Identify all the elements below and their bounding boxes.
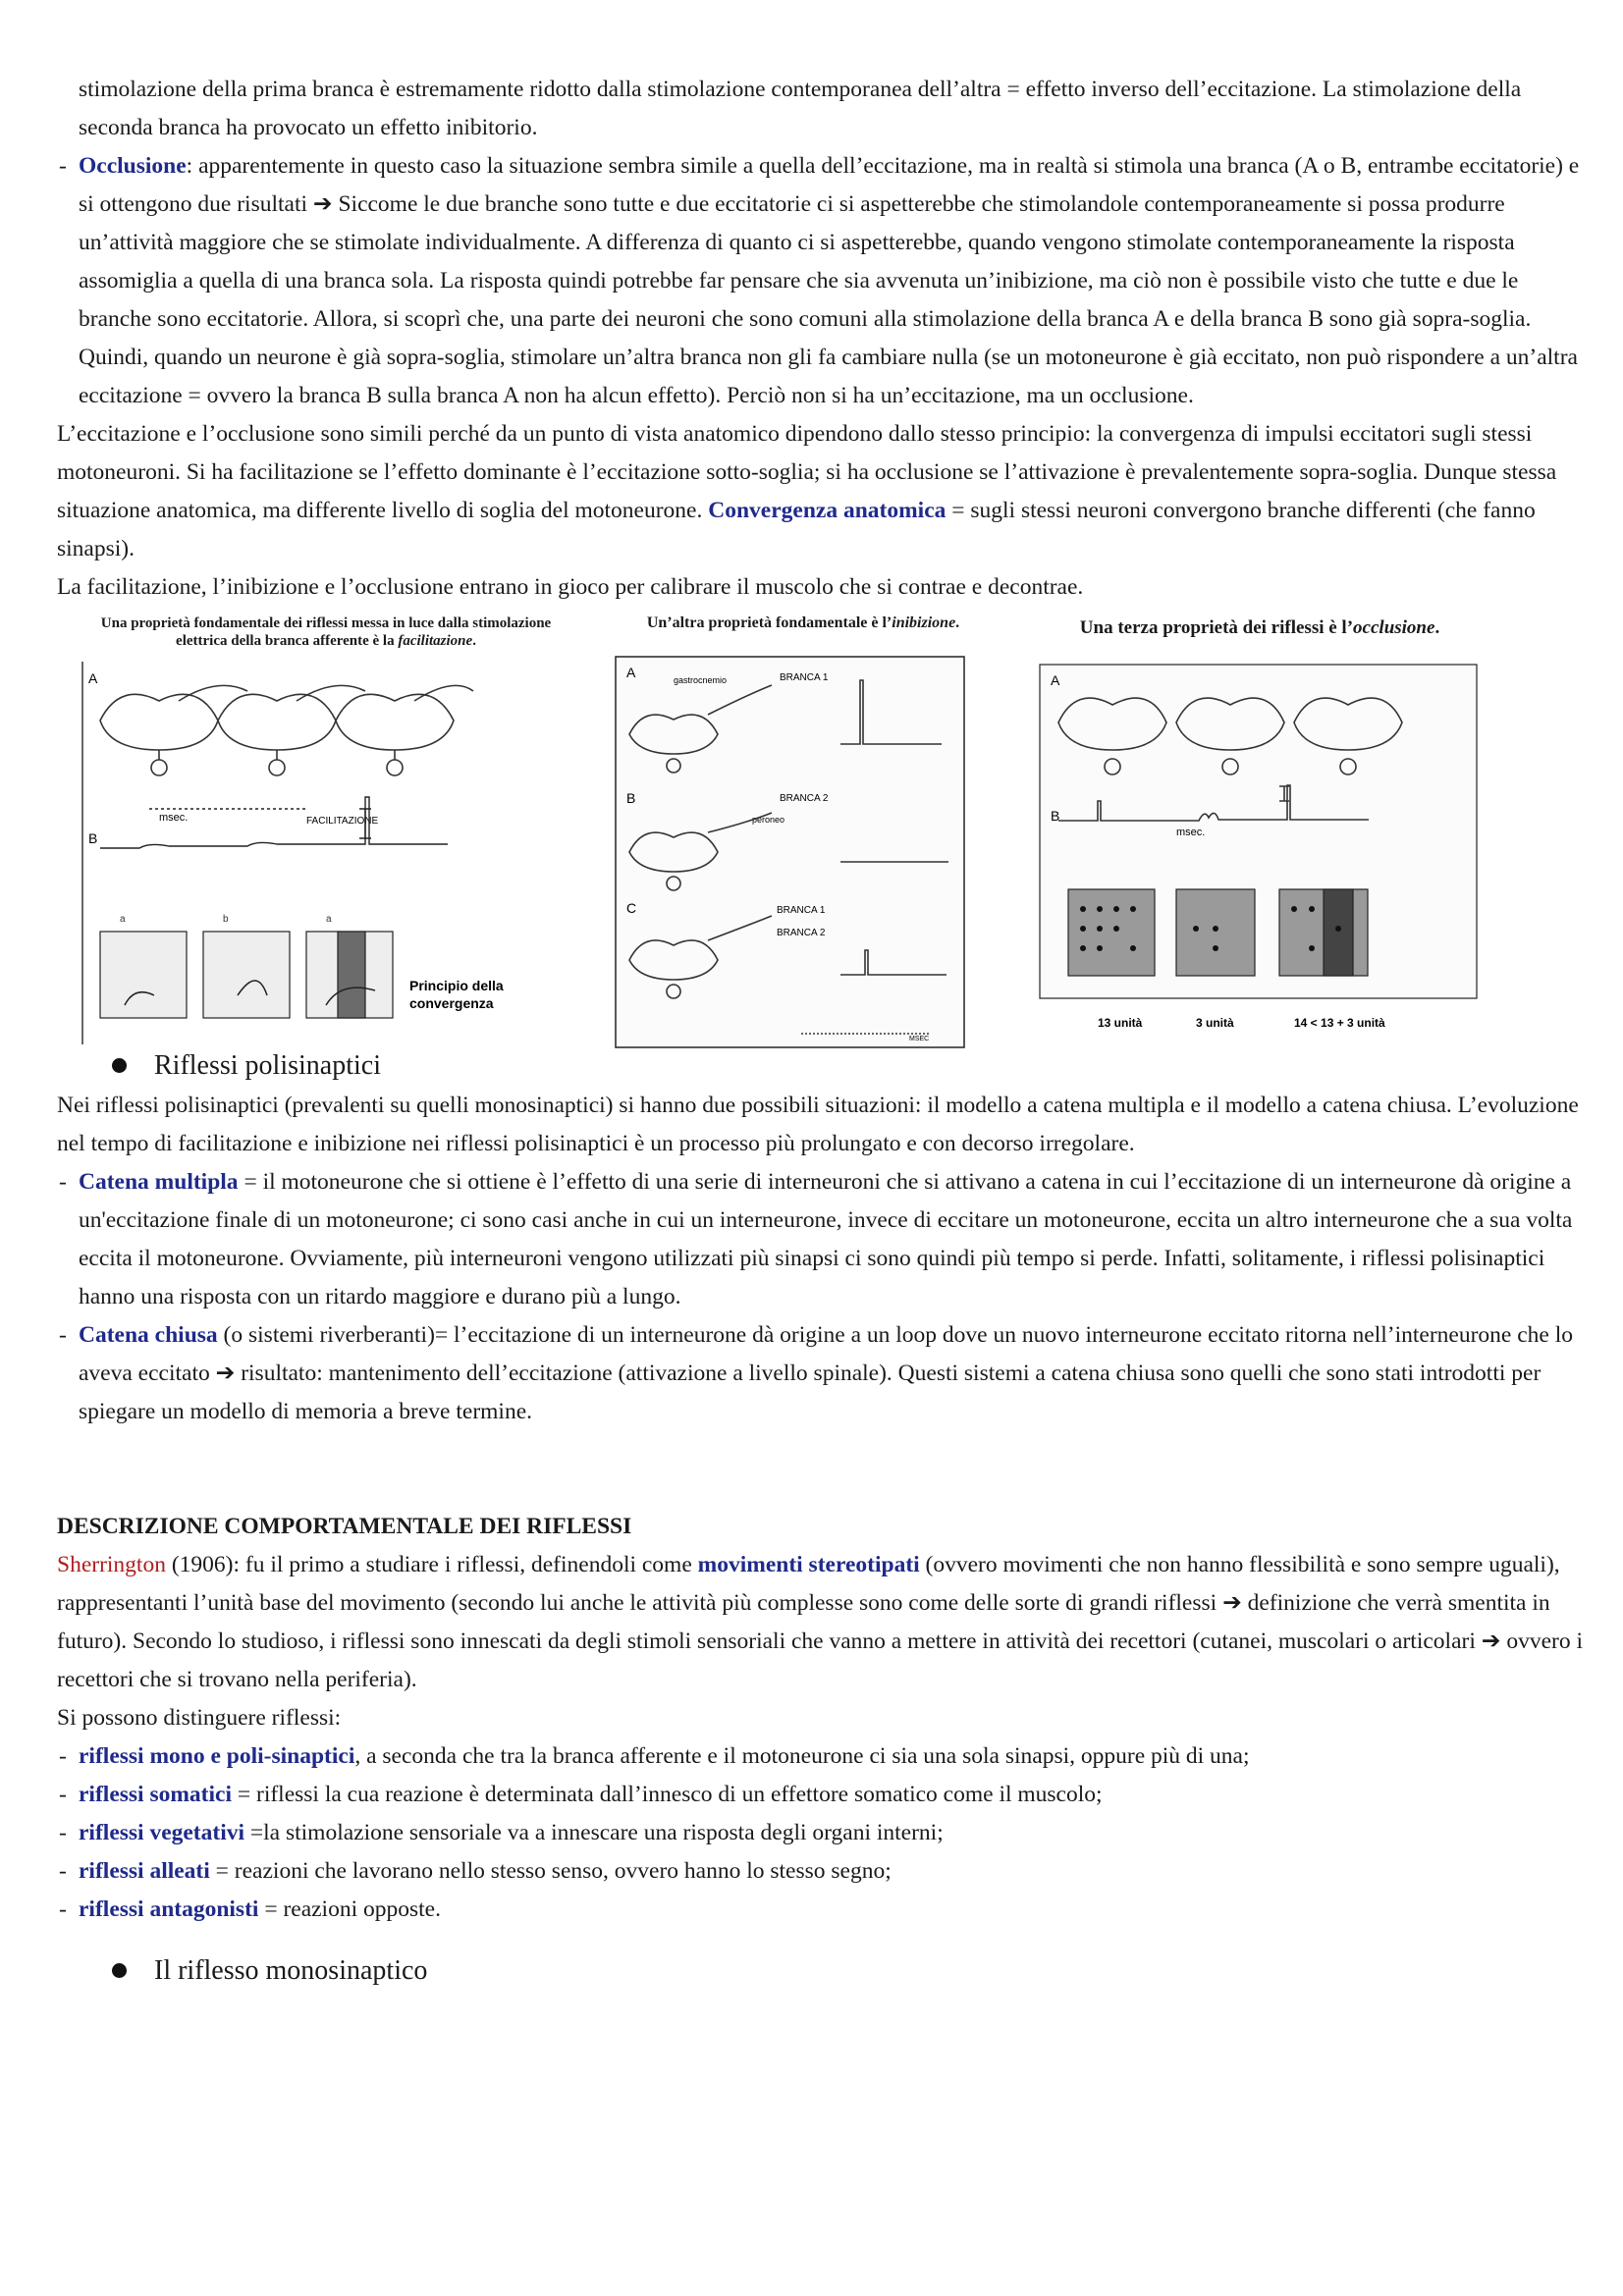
calibration-paragraph: La facilitazione, l’inibizione e l’occlusione entrano in gioco per calibrare il muscolo che si contrae e decontrae. (57, 574, 1084, 600)
figures-row (57, 614, 1589, 1051)
svg-text:BRANCA 2: BRANCA 2 (780, 793, 829, 804)
svg-text:a: a (120, 914, 126, 925)
monosinaptico-heading: Il riflesso monosinaptico (112, 1949, 1589, 1992)
svg-text:a: a (326, 914, 332, 925)
svg-text:BRANCA 2: BRANCA 2 (777, 928, 826, 938)
facilitazione-label: FACILITAZIONE (306, 816, 379, 827)
catena-multipla-item: - Catena multipla = il motoneurone che si ottiene è l’effetto di una serie di interneuroni che si attivano a catena in cui l’eccitazione di un interneurone dà origine a un'eccitazione finale di un motoneurone; ci sono casi anche in cui un interneurone, invece di eccitare un motoneurone, eccita un altro interneurone che a sua volta eccita il motoneurone. Ovviamente, più interneuroni vengono utilizzati più sinapsi ci sono quindi più tempo si perde. Infatti, solitamente, i riflessi polisinaptici hanno una risposta con un ritardo maggiore e durano più a lungo. (59, 1169, 1573, 1309)
list-item: - riflessi mono e poli-sinaptici, a seconda che tra la branca afferente e il motoneurone ci sia una sola sinapsi, oppure più di una; (59, 1743, 1250, 1769)
svg-text:BRANCA 1: BRANCA 1 (777, 905, 826, 916)
svg-text:B: B (626, 790, 636, 806)
label-b: B (88, 830, 98, 846)
svg-text:BRANCA 1: BRANCA 1 (780, 672, 829, 683)
list-item: - riflessi alleati = reazioni che lavorano nello stesso senso, ovvero hanno lo stesso segno; (59, 1858, 892, 1884)
polisinaptici-heading: Riflessi polisinaptici (112, 1043, 1589, 1087)
label-a: A (88, 670, 98, 686)
side-label-2: convergenza (409, 995, 494, 1011)
figure-caption: Un’altra proprietà fondamentale è l’inibizione. (646, 614, 960, 631)
svg-text:msec.: msec. (1176, 827, 1206, 838)
convergence-paragraph: L’eccitazione e l’occlusione sono simili perché da un punto di vista anatomico dipendono dallo stesso principio: la convergenza di impulsi eccitatori sugli stessi motoneuroni. Si ha facilitazione se l’effetto dominante è l’eccitazione sotto-soglia; si ha occlusione se l’attivazione è prevalentemente sopra-soglia. Dunque stessa situazione anatomica, ma differente livello di soglia del motoneurone. Convergenza anatomica = sugli stessi neuroni convergono branche differenti (che fanno sinapsi). (57, 421, 1557, 561)
section-title: DESCRIZIONE COMPORTAMENTALE DEI RIFLESSI (57, 1514, 632, 1539)
svg-text:A: A (1051, 672, 1060, 688)
facilitazione-diagram (81, 662, 591, 1044)
arrow-icon: ➔ (1481, 1629, 1501, 1654)
svg-text:3 unità: 3 unità (1196, 1016, 1234, 1030)
svg-text:gastrocnemio: gastrocnemio (674, 675, 728, 685)
msec-label: msec. (159, 812, 189, 824)
arrow-icon: ➔ (312, 191, 333, 217)
catena-chiusa-item: - Catena chiusa (o sistemi riverberanti)= l’eccitazione di un interneurone dà origine a un loop dove un nuovo interneurone eccitato ritorna nell’interneurone che lo aveva eccitato ➔ risultato: mantenimento dell’eccitazione (attivazione a livello spinale). Questi sistemi a catena chiusa sono quelli che sono stati introdotti per spiegare un modello di memoria a breve termine. (59, 1322, 1573, 1424)
reflex-types-list (57, 1737, 1589, 1929)
continuation-paragraph: stimolazione della prima branca è estremamente ridotto dalla stimolazione contemporanea dell’altra = effetto inverso dell’eccitazione. La stimolazione della seconda branca ha provocato un effetto inibitorio. (79, 77, 1522, 140)
bullet-icon (112, 1058, 127, 1073)
inibizione-diagram (615, 656, 968, 1050)
svg-text:peroneo: peroneo (752, 815, 785, 825)
occlusione-term: Occlusione (79, 153, 187, 179)
list-item: - riflessi vegetativi =la stimolazione sensoriale va a innescare una risposta degli organi interni; (59, 1820, 944, 1845)
list-item: - riflessi somatici = riflessi la cua reazione è determinata dall’innesco di un effettore somatico come il muscolo; (59, 1782, 1103, 1807)
svg-text:B: B (1051, 808, 1060, 824)
convergenza-term: Convergenza anatomica (708, 498, 947, 523)
svg-text:13 unità: 13 unità (1098, 1016, 1143, 1030)
side-label-1: Principio della (409, 978, 504, 993)
occlusione-item: - Occlusione: apparentemente in questo caso la situazione sembra simile a quella dell’eccitazione, ma in realtà si stimola una branca (A o B, entrambe eccitatorie) e si ottengono due risultati ➔ Siccome le due branche sono tutte e due eccitatorie ci si aspetterebbe che stimolandole contemporaneamente si possa produrre un’attività maggiore che se stimolate individualmente. A differenza di quanto ci si aspetterebbe, quando vengono stimolate contemporaneamente la risposta assomiglia a quella di una branca sola. La risposta quindi potrebbe far pensare che sia avvenuta un’inibizione, ma ciò non è possibile visto che tutte e due le branche sono eccitatorie. Allora, si scoprì che, una parte dei neuroni che sono comuni alla stimolazione della branca A e della branca B sono già sopra-soglia. Quindi, quando un neurone è già sopra-soglia, stimolare un’altra branca non gli fa cambiare nulla (se un motoneurone è già eccitato, non può rispondere a un’altra eccitazione = ovvero la branca B sulla branca A non ha alcun effetto). Perciò non si ha un’eccitazione, ma un occlusione. (57, 147, 1589, 415)
svg-text:C: C (626, 900, 637, 916)
arrow-icon: ➔ (1222, 1590, 1242, 1616)
distinguish-line: Si possono distinguere riflessi: (57, 1705, 342, 1731)
occlusione-diagram (1039, 664, 1490, 1046)
list-item: - riflessi antagonisti = reazioni opposte. (59, 1896, 441, 1922)
polisinaptici-paragraph: Nei riflessi polisinaptici (prevalenti su quelli monosinaptici) si hanno due possibili situazioni: il modello a catena multipla e il modello a catena chiusa. L’evoluzione nel tempo di facilitazione e inibizione nei riflessi polisinaptici è un processo più prolungato e con decorso irregolare. (57, 1093, 1579, 1156)
svg-text:14 < 13 + 3 unità: 14 < 13 + 3 unità (1294, 1016, 1385, 1030)
list-dash: - (59, 153, 67, 179)
svg-text:b: b (223, 914, 229, 925)
document-page (57, 71, 1589, 1992)
sherrington-paragraph: Sherrington (1906): fu il primo a studiare i riflessi, definendoli come movimenti stereotipati (ovvero movimenti che non hanno flessibilità e sono sempre uguali), rappresentanti l’unità base del movimento (secondo lui anche le attività più complesse sono come delle sorte di grandi riflessi ➔ definizione che verrà smentita in futuro). Secondo lo studioso, i riflessi sono innescati da degli stimoli sensoriali che vanno a mettere in attività dei recettori (cutanei, muscolari o articolari ➔ ovvero i recettori che si trovano nella periferia). (57, 1552, 1583, 1692)
svg-text:MSEC: MSEC (909, 1036, 930, 1042)
sherrington-name: Sherrington (57, 1552, 166, 1577)
bullet-icon (112, 1963, 127, 1978)
figure-caption: Una terza proprietà dei riflessi è l’occlusione. (1079, 617, 1440, 638)
figure-caption: Una proprietà fondamentale dei riflessi messa in luce dalla stimolazione elettrica della branca afferente è la facilitazione. (100, 615, 552, 649)
svg-text:A: A (626, 665, 636, 680)
arrow-icon: ➔ (215, 1361, 236, 1386)
